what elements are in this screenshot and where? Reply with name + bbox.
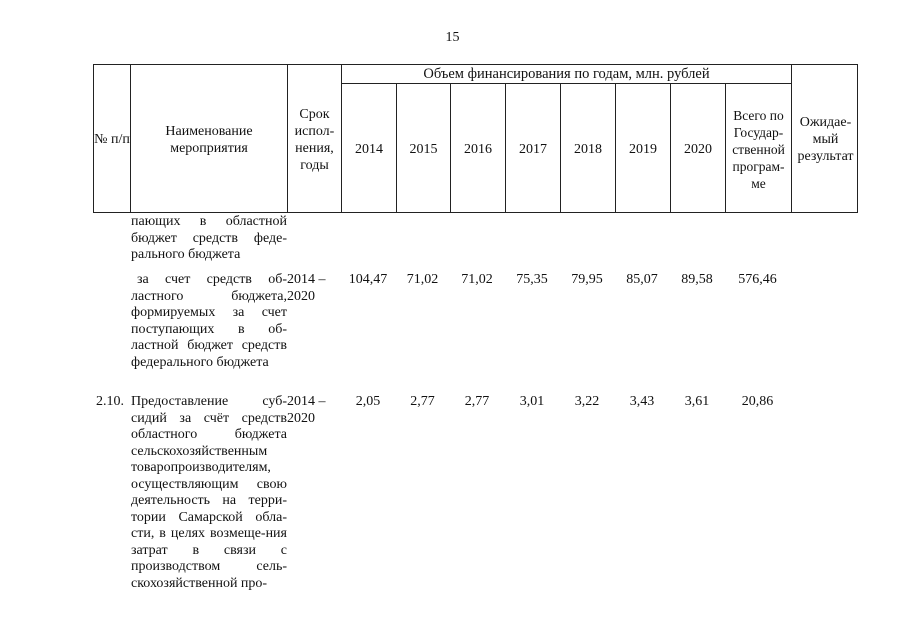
header-number: № п/п [94, 132, 130, 147]
row-2-10-2017: 3,01 [519, 394, 545, 409]
header-year-2018: 2018 [574, 141, 602, 157]
header-year-2019: 2019 [629, 141, 657, 157]
row-2-10-name: Предоставление суб-сидий за счёт средств областного бюджета сельскохозяйственным товаропроизводителям, осуществляющим свою деятельность на терри-тории Самарской обла-сти, в целях возмеще-ния затрат в связи с производством сель-скохозяйственной про- [131, 394, 287, 591]
row-regional-2019: 85,07 [626, 272, 658, 287]
header-year-2020: 2020 [684, 141, 712, 157]
row-2-10-2014: 2,05 [355, 394, 381, 409]
header-year-2015: 2015 [409, 141, 438, 157]
row-2-10-total: 20,86 [741, 394, 774, 409]
row-regional-2015: 71,02 [406, 272, 439, 287]
row-2-10-2015: 2,77 [410, 394, 435, 409]
page-number: 15 [445, 30, 460, 45]
row-regional-term: 2014 – 2020 [287, 272, 326, 304]
header-year-2016: 2016 [464, 141, 492, 157]
header-result: Ожидае-мый результат [797, 115, 854, 164]
row-2-10-2020: 3,61 [684, 394, 710, 409]
row-2-10-2019: 3,43 [629, 394, 655, 409]
table-header [93, 64, 858, 213]
header-total: Всего по Государ-ственной програм-ме [732, 107, 785, 191]
row-2-10-number: 2.10. [96, 394, 124, 409]
header-year-2014: 2014 [355, 141, 383, 157]
row-regional-2014: 104,47 [348, 272, 388, 287]
row-regional-2016: 71,02 [461, 272, 493, 287]
row-regional-total: 576,46 [738, 272, 777, 287]
row-regional-2020: 89,58 [681, 272, 713, 287]
header-name: Наименование мероприятия [165, 123, 253, 156]
header-term: Срок испол-нения, годы [294, 106, 335, 173]
row-2-10-2018: 3,22 [574, 394, 600, 409]
row-regional-2018: 79,95 [571, 272, 603, 287]
row-2-10-term: 2014 – 2020 [287, 394, 326, 426]
header-funding: Объем финансирования по годам, млн. рублей [423, 65, 710, 82]
row-regional-2017: 75,35 [516, 272, 548, 287]
row-2-10-2016: 2,77 [464, 394, 490, 409]
row-regional-name: за счет средств об-ластного бюджета, формируемых за счет поступающих в об-ластной бюджет средств федерального бюджета [131, 272, 287, 370]
row-continuation-name: пающих в областной бюджет средств феде-рального бюджета [131, 214, 287, 262]
header-year-2017: 2017 [519, 141, 547, 157]
